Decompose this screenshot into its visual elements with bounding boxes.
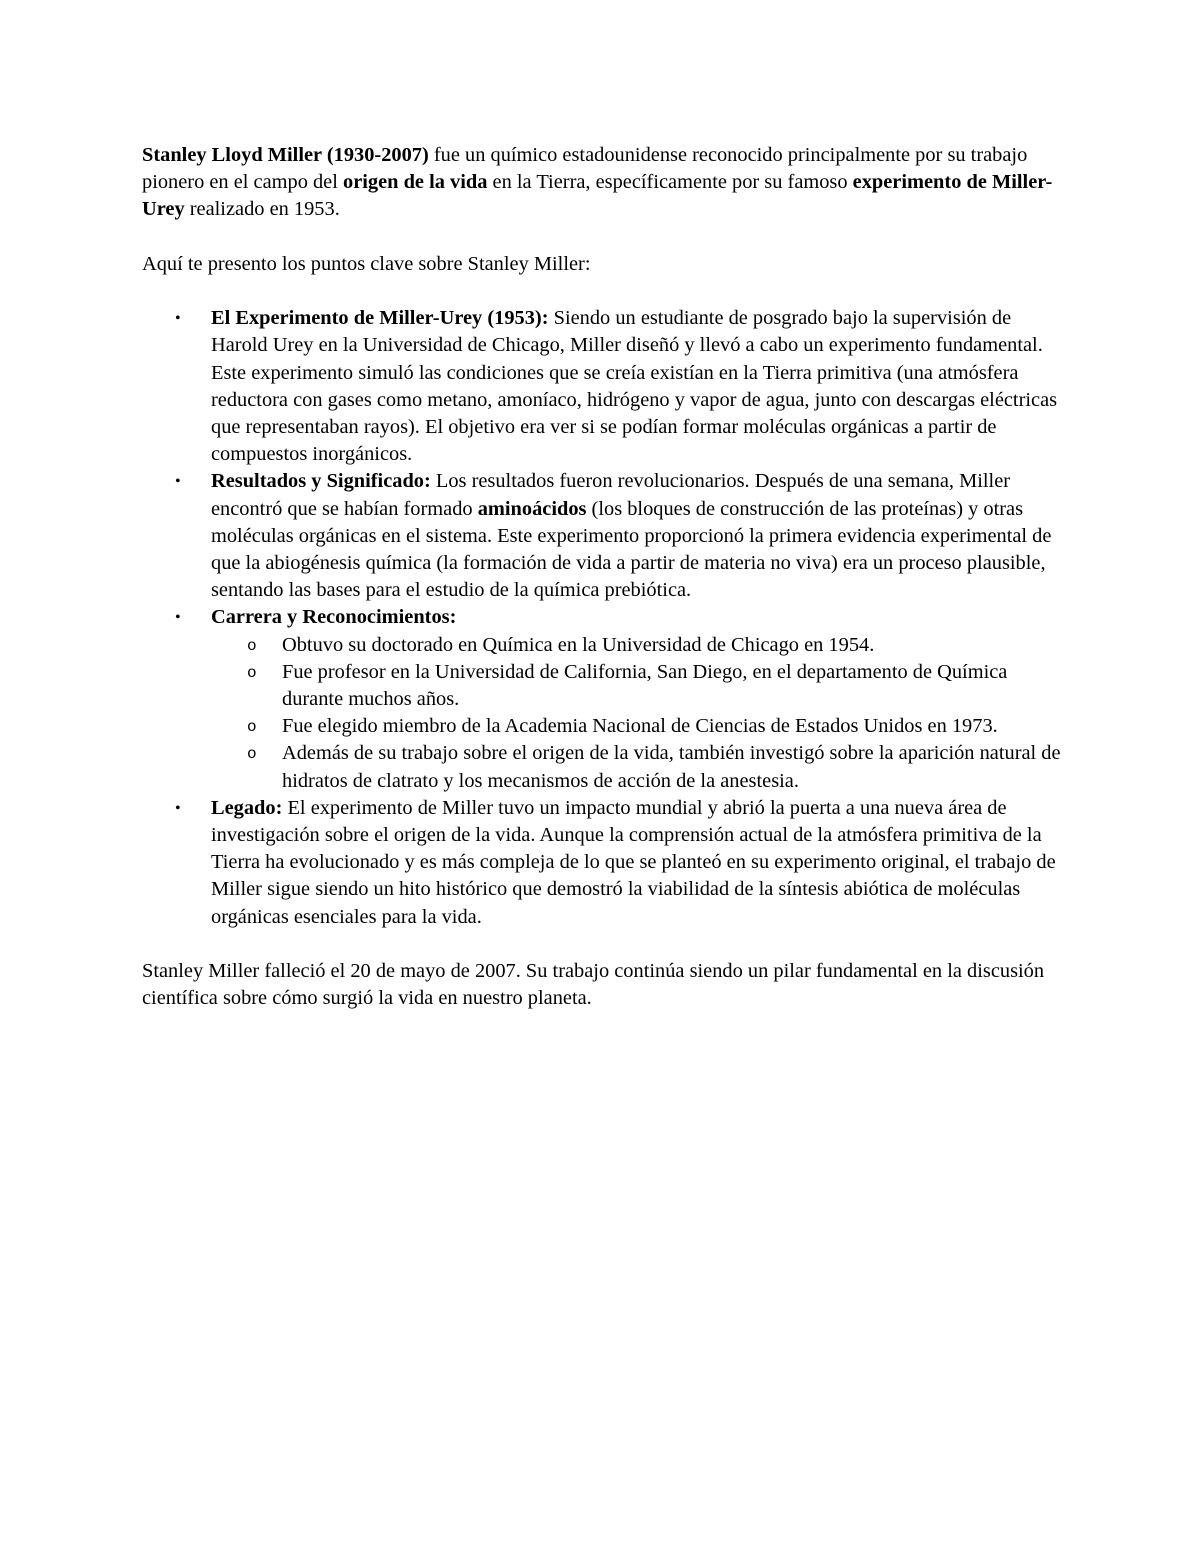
- intro-bold-experiment: experimento de Miller-Urey: [142, 171, 1053, 221]
- intro-name-bold: Stanley Lloyd Miller (1930-2007): [142, 144, 429, 166]
- career-sublist: [211, 632, 1062, 795]
- closing-paragraph: Stanley Miller falleció el 20 de mayo de 2007. Su trabajo continúa siendo un pilar fundamental en la discusión científica sobre cómo surgió la vida en nuestro planeta.: [142, 960, 1045, 1010]
- sublist-item: [247, 740, 1062, 794]
- paragraph-spacer: [142, 278, 1062, 305]
- sublist-item-text: Obtuvo su doctorado en Química en la Universidad de Chicago en 1954.: [282, 633, 875, 656]
- sublist-item-text: Fue elegido miembro de la Academia Nacional de Ciencias de Estados Unidos en 1973.: [282, 715, 998, 738]
- sublist-item: [247, 632, 1062, 659]
- paragraph-spacer: [142, 224, 1062, 251]
- sub-bullet-marker: o: [247, 745, 257, 764]
- document-page: [142, 142, 1062, 1012]
- intro-text-2: en la Tierra, específicamente por su famoso: [487, 171, 853, 194]
- intro-text-1: fue un químico estadounidense reconocido principalmente por su trabajo pionero en el campo del: [142, 144, 1028, 194]
- sublist-item: [247, 713, 1062, 740]
- sublist-item-text: Fue profesor en la Universidad de California, San Diego, en el departamento de Química durante muchos años.: [282, 660, 1008, 711]
- key-points-list: [142, 305, 1062, 931]
- bullet-marker: •: [175, 473, 181, 491]
- point-title: El Experimento de Miller-Urey (1953):: [211, 307, 549, 330]
- intro-text-3: realizado en 1953.: [184, 198, 340, 221]
- lead-paragraph: Aquí te presento los puntos clave sobre Stanley Miller:: [142, 252, 591, 275]
- sub-bullet-marker: o: [247, 663, 257, 682]
- list-item-experiment: [175, 305, 1062, 468]
- point-text: Siendo un estudiante de posgrado bajo la supervisión de Harold Urey en la Universidad de Chicago, Miller diseñó y llevó a cabo un experimento fundamental. Este experimento simuló las condiciones que se creía existían en la Tierra primitiva (una atmósfera reductora con gases como metano, amoníaco, hidrógeno y vapor de agua, junto con descargas eléctricas que representaban rayos). El objetivo era ver si se podían formar moléculas orgánicas a partir de compuestos inorgánicos.: [211, 307, 1058, 466]
- point-bold-aminoacids: aminoácidos: [477, 497, 587, 520]
- sublist-item-text: Además de su trabajo sobre el origen de la vida, también investigó sobre la aparición natural de hidratos de clatrato y los mecanismos de acción de la anestesia.: [282, 742, 1061, 792]
- sublist-item: [247, 659, 1062, 713]
- bullet-marker: •: [175, 609, 181, 627]
- list-item-legacy: [175, 795, 1062, 931]
- sub-bullet-marker: o: [247, 718, 257, 737]
- paragraph-spacer: [142, 931, 1062, 958]
- intro-paragraph: [142, 142, 1062, 224]
- sub-bullet-marker: o: [247, 636, 257, 655]
- bullet-marker: •: [175, 799, 181, 817]
- point-title: Legado:: [211, 796, 283, 819]
- bullet-marker: •: [175, 310, 181, 328]
- point-title: Resultados y Significado:: [211, 470, 431, 493]
- point-text: (los bloques de construcción de las proteínas) y otras moléculas orgánicas en el sistema. Este experimento proporcionó la primera evidencia experimental de que la abiogénesis química (la formación de vida a partir de materia no viva) era un proceso plausible, sentando las bases para el estudio de la química prebiótica.: [211, 497, 1052, 602]
- point-title: Carrera y Reconocimientos:: [211, 606, 457, 629]
- point-text: Los resultados fueron revolucionarios. Después de una semana, Miller encontró que se habían formado: [211, 470, 1011, 520]
- list-item-career: [175, 604, 1062, 794]
- intro-bold-origin: origen de la vida: [343, 171, 488, 194]
- list-item-results: [175, 468, 1062, 604]
- point-text: El experimento de Miller tuvo un impacto mundial y abrió la puerta a una nueva área de investigación sobre el origen de la vida. Aunque la comprensión actual de la atmósfera primitiva de la Tierra ha evolucionado y es más compleja de lo que se planteó en su experimento original, el trabajo de Miller sigue siendo un hito histórico que demostró la viabilidad de la síntesis abiótica de moléculas orgánicas esenciales para la vida.: [211, 796, 1056, 928]
